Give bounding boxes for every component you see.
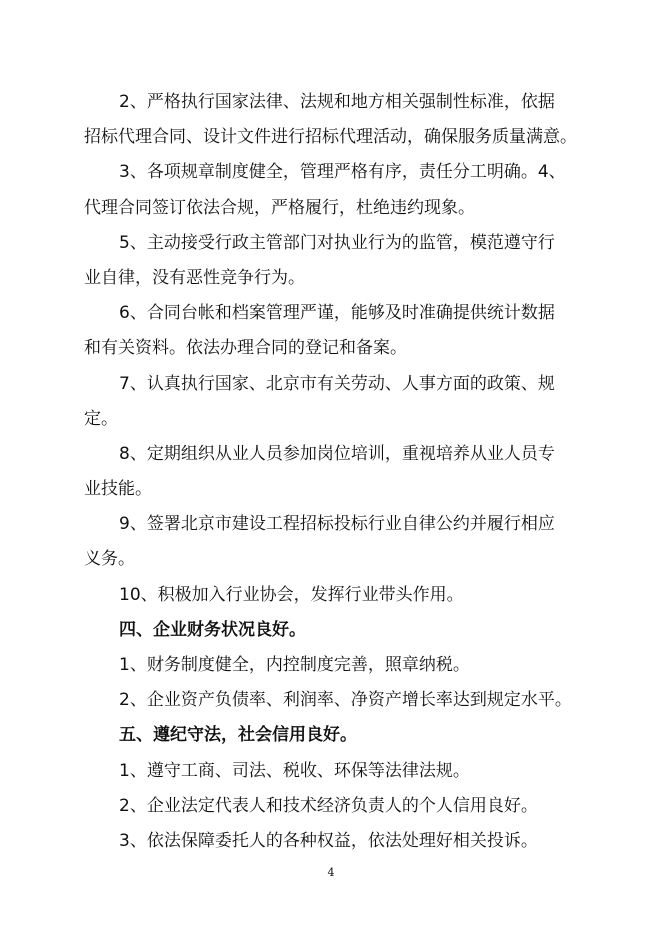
paragraph-line: 定。 [84,408,118,429]
paragraph-line: 5、主动接受行政主管部门对执业行为的监管，模范遵守行 [119,232,555,253]
paragraph-line: 3、各项规章制度健全，管理严格有序，责任分工明确。4、 [119,162,566,183]
section-heading: 四、企业财务状况良好。 [119,619,306,640]
paragraph-line: 8、定期组织从业人员参加岗位培训，重视培养从业人员专 [119,443,555,464]
document-body [84,85,594,859]
paragraph-line: 6、合同台帐和档案管理严谨，能够及时准确提供统计数据 [119,303,555,324]
paragraph-line: 招标代理合同、设计文件进行招标代理活动，确保服务质量满意。 [84,127,577,148]
paragraph-line: 3、依法保障委托人的各种权益，依法处理好相关投诉。 [119,830,538,851]
paragraph-line: 9、签署北京市建设工程招标投标行业自律公约并履行相应 [119,514,555,535]
paragraph-line: 2、严格执行国家法律、法规和地方相关强制性标准，依据 [119,92,555,112]
section-heading: 五、遵纪守法，社会信用良好。 [119,725,357,746]
paragraph-line: 7、认真执行国家、北京市有关劳动、人事方面的政策、规 [119,373,555,394]
paragraph-line: 义务。 [84,549,135,570]
paragraph-line: 代理合同签订依法合规，严格履行，杜绝违约现象。 [84,197,475,218]
paragraph-line: 业自律，没有恶性竞争行为。 [84,267,305,288]
paragraph-line: 和有关资料。依法办理合同的登记和备案。 [84,338,407,359]
paragraph-line: 2、企业资产负债率、利润率、净资产增长率达到规定水平。 [119,690,572,711]
paragraph-line: 10、积极加入行业协会，发挥行业带头作用。 [119,584,464,605]
paragraph-line: 业技能。 [84,479,152,500]
page-number: 4 [327,866,335,879]
paragraph-line: 1、遵守工商、司法、税收、环保等法律法规。 [119,760,470,781]
paragraph-line: 2、企业法定代表人和技术经济负责人的个人信用良好。 [119,795,538,816]
paragraph-line: 1、财务制度健全，内控制度完善，照章纳税。 [119,655,470,675]
